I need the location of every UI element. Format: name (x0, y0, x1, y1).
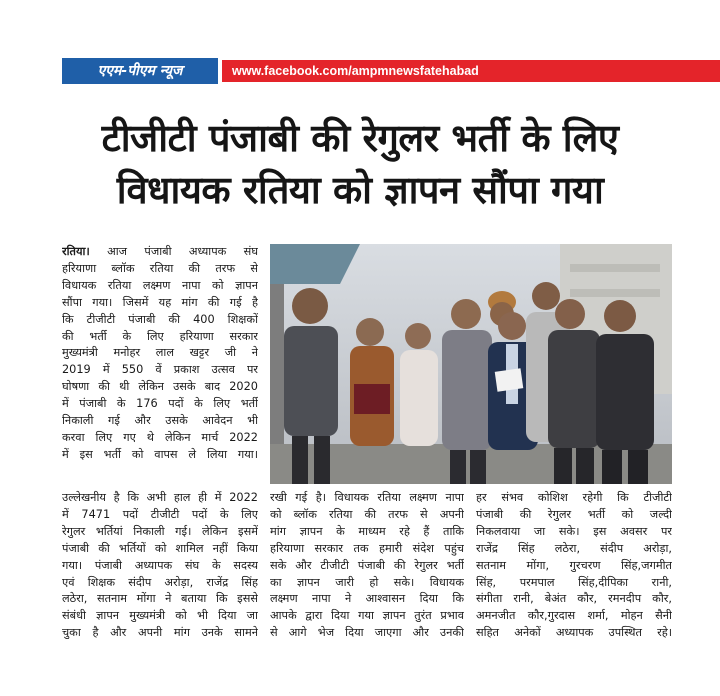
text-line-content: का ज्ञापन जारी हो सके। विधायक (270, 575, 464, 589)
text-line-content: अमनजीत कौर,गुरदास शर्मा, मोहन सैनी (476, 609, 672, 623)
article-bottom-column-2 (270, 490, 464, 642)
text-line (62, 244, 258, 261)
text-line-content: रेगुलर भर्तियां निकाली गई। लेकिन इसमें (62, 524, 258, 538)
article-left-column (62, 244, 258, 464)
text-line (270, 625, 464, 642)
text-line (62, 413, 258, 430)
text-line (62, 278, 258, 295)
text-line (62, 541, 258, 558)
text-line (270, 575, 464, 592)
text-line (62, 591, 258, 608)
text-line-content: लक्ष्मण नापा ने आश्वासन दिया कि (270, 592, 464, 606)
dateline: रतिया। (62, 245, 90, 258)
text-line-content: में इस भर्ती को वापस ले लिया गया। (62, 447, 258, 461)
headline (40, 112, 680, 216)
text-line (62, 345, 258, 362)
text-line-content: में 7471 पदों टीजीटी पदों के लिए (62, 507, 258, 521)
text-line-content: संबंधी ज्ञापन मुख्यमंत्री को भी दिया जा (62, 609, 258, 623)
text-line (270, 558, 464, 575)
text-line (62, 447, 258, 464)
text-line (270, 524, 464, 541)
text-line-content: हरियाणा ब्लॉक रतिया की तरफ से (62, 261, 258, 275)
headline-line-1: टीजीटी पंजाबी की रेगुलर भर्ती के लिए (101, 116, 619, 160)
text-line-content: निकाली गई और उसके आवेदन भी (62, 414, 258, 428)
text-line (62, 430, 258, 447)
text-line-content: हर संभव कोशिश रहेगी कि टीजीटी (476, 491, 672, 504)
text-line-content: को ब्लॉक रतिया की तरफ से अपनी (270, 507, 464, 521)
text-line-content: कि टीजीटी पंजाबी की 400 शिक्षकों (62, 312, 258, 326)
text-line (62, 524, 258, 541)
text-line (62, 295, 258, 312)
text-line (270, 507, 464, 524)
text-line (62, 261, 258, 278)
text-line (62, 379, 258, 396)
text-line-content: सहित अनेकों अध्यापक उपस्थित रहे। (476, 626, 672, 640)
text-line-content: घोषणा की थी लेकिन उसके बाद 2020 (62, 380, 258, 394)
text-line (476, 541, 672, 558)
text-line (476, 575, 672, 592)
text-line (270, 608, 464, 625)
text-line (62, 608, 258, 625)
text-line (62, 312, 258, 329)
text-line-content: चुका है और अपनी मांग उनके सामने (62, 626, 258, 640)
text-line-content: हरियाणा सरकार तक हमारी संदेश पहुंच (270, 541, 464, 555)
text-line-content: करवा लिए गए थे लेकिन मार्च 2022 (62, 430, 258, 444)
text-line-content: विधायक रतिया लक्ष्मण नापा को ज्ञापन (62, 278, 258, 292)
text-line-content: मांग ज्ञापन के माध्यम रहे हैं ताकि (270, 524, 464, 538)
text-line-content: गया। पंजाबी अध्यापक संघ के सदस्य (62, 558, 258, 572)
text-line-content: सिंह, परमपाल सिंह,दीपिका रानी, (476, 575, 672, 589)
text-line-content: सके और टीजीटी पंजाबी की रेगुलर भर्ती (270, 558, 464, 572)
text-line-content: पंजाबी की रेगुलर भर्ती को जल्दी (476, 507, 672, 521)
brand-logo: एएम-पीएम न्यूज (62, 58, 218, 84)
text-line (62, 490, 258, 507)
text-line (270, 591, 464, 608)
top-banner (62, 58, 720, 84)
text-line (62, 329, 258, 346)
text-line (476, 625, 672, 642)
text-line-content: आपके द्वारा दिया गया ज्ञापन तुरंत प्रभाव (270, 609, 464, 623)
text-line-content: की भर्ती के लिए हरियाणा सरकार (62, 329, 258, 343)
article-bottom-column-3 (476, 490, 672, 642)
text-line (476, 558, 672, 575)
text-line-content: सौंपा गया। जिसमें यह मांग की गई है (62, 295, 258, 309)
text-line-content: लठेरा, सतनाम मोंगा ने बताया कि इससे (62, 592, 258, 606)
text-line-content: 2019 में 550 वें प्रकाश उत्सव पर (62, 363, 258, 377)
event-photo (270, 244, 672, 484)
text-line (62, 507, 258, 524)
text-line-content: आज पंजाबी अध्यापक संघ (107, 245, 258, 258)
text-line (476, 507, 672, 524)
text-line (270, 541, 464, 558)
text-line-content: संगीता रानी, बेअंत कौर, रमनदीप कौर, (476, 592, 672, 606)
text-line-content: सतनाम मोंगा, गुरचरण सिंह,जगमीत (476, 558, 672, 572)
headline-line-2: विधायक रतिया को ज्ञापन सौंपा गया (116, 168, 604, 212)
text-line-content: निकलवाया जा सके। इस अवसर पर (476, 524, 672, 538)
text-line-content: में पंजाबी के 176 पदों के लिए भर्ती (62, 397, 258, 411)
text-line-content: एवं शिक्षक संदीप अरोड़ा, राजेंद्र सिंह (62, 575, 258, 589)
text-line (62, 396, 258, 413)
text-line-content: पंजाबी की भर्तियों को शामिल नहीं किया (62, 541, 258, 555)
text-line-content: राजेंद्र सिंह लठेरा, संदीप अरोड़ा, (476, 541, 672, 555)
text-line (270, 490, 464, 507)
text-line-content: से आगे भेज दिया जाएगा और उनकी (270, 626, 464, 640)
text-line (476, 591, 672, 608)
text-line (476, 490, 672, 507)
text-line-content: उल्लेखनीय है कि अभी हाल ही में 2022 (62, 491, 258, 504)
text-line (62, 625, 258, 642)
text-line (62, 558, 258, 575)
text-line (476, 608, 672, 625)
facebook-url: www.facebook.com/ampmnewsfatehabad (222, 60, 720, 82)
article-bottom-column-1 (62, 490, 258, 642)
text-line (62, 575, 258, 592)
group-photo-illustration (270, 244, 672, 484)
text-line-content: मुख्यमंत्री मनोहर लाल खट्टर जी ने (62, 346, 258, 360)
text-line (476, 524, 672, 541)
text-line-content: रखी गई है। विधायक रतिया लक्ष्मण नापा (270, 491, 464, 504)
text-line (62, 362, 258, 379)
